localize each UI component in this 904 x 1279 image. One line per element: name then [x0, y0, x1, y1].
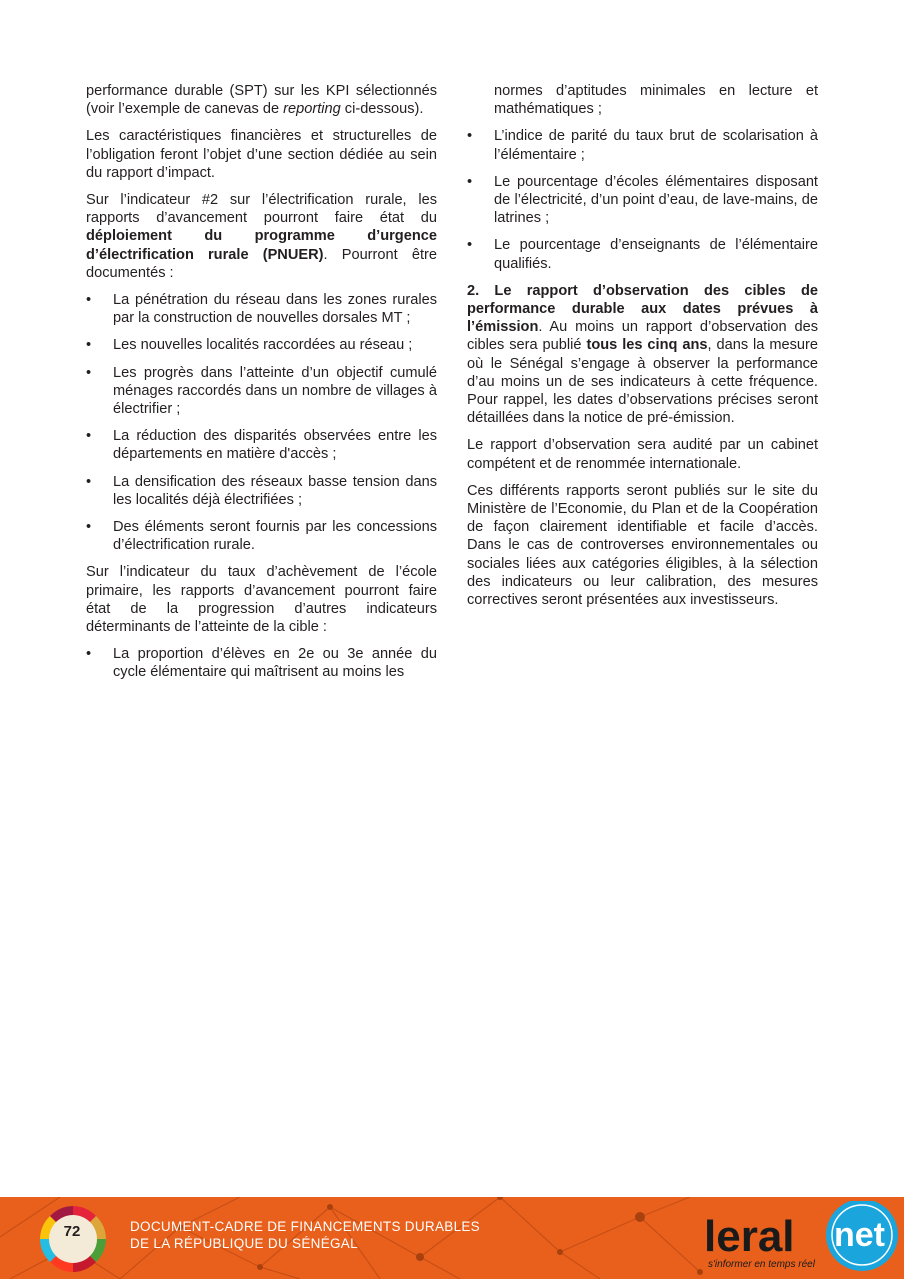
left-column [86, 82, 437, 691]
list-item: • La pénétration du réseau dans les zones rurales par la construction de nouvelles dorsales MT ; [86, 292, 437, 327]
list-item-continued: normes d’aptitudes minimales en lecture et mathématiques ; [494, 83, 818, 118]
paragraph: Les caractéristiques financières et structurelles de l’obligation feront l’objet d’une section dédiée au sein du rapport d’impact. [86, 128, 437, 181]
bullet-icon: • [86, 337, 92, 354]
bullet-list [467, 82, 818, 273]
paragraph: performance durable (SPT) sur les KPI sélectionnés (voir l’exemple de canevas de reporting ci-dessous). [86, 83, 437, 118]
list-item: • Les progrès dans l’atteinte d’un objectif cumulé ménages raccordés dans un nombre de villages à électrifier ; [86, 364, 437, 418]
leral-net-logo [700, 1201, 904, 1279]
paragraph: Le rapport d’observation sera audité par un cabinet compétent et de renommée internationale. [467, 437, 818, 472]
logo-tagline: s'informer en temps réel [708, 1259, 815, 1270]
list-item: • L’indice de parité du taux brut de scolarisation à l’élémentaire ; [467, 128, 818, 163]
bullet-icon: • [467, 237, 473, 254]
bullet-icon: • [86, 428, 92, 445]
list-item: • Le pourcentage d’enseignants de l’élémentaire qualifiés. [467, 237, 818, 272]
paragraph: 2. Le rapport d’observation des cibles de performance durable aux dates prévues à l’émission. Au moins un rapport d’observation des cibles sera publié tous les cinq ans, dans la mesure où le Sénégal s’engage à observer la performance d’au moins un de ses indicateurs à cette fréquence. Pour rappel, les dates d’observations précises seront détaillées dans la notice de pré-émission. [467, 282, 818, 427]
logo-net: net [834, 1216, 885, 1254]
list-item: • La densification des réseaux basse tension dans les localités déjà électrifiées ; [86, 473, 437, 508]
paragraph: Sur l’indicateur du taux d’achèvement de l’école primaire, les rapports d’avancement pourront faire état de la progression d’autres indicateurs déterminants de l’atteinte de la cible : [86, 564, 437, 636]
document-title: DOCUMENT-CADRE DE FINANCEMENTS DURABLES DE LA RÉPUBLIQUE DU SÉNÉGAL [130, 1219, 480, 1251]
page-number: 72 [63, 1223, 81, 1240]
bullet-icon: • [467, 173, 473, 190]
bullet-icon: • [86, 473, 92, 490]
list-item: • Des éléments seront fournis par les concessions d’électrification rurale. [86, 519, 437, 554]
bullet-list [86, 645, 437, 681]
bullet-list [86, 291, 437, 554]
paragraph: Sur l’indicateur #2 sur l’électrification rurale, les rapports d’avancement pourront faire état du déploiement du programme d’urgence d’électrification rurale (PNUER). Pourront être documentés : [86, 192, 437, 281]
list-item: • La proportion d’élèves en 2e ou 3e année du cycle élémentaire qui maîtrisent au moins les [86, 646, 437, 681]
bullet-icon: • [86, 292, 92, 309]
right-column [467, 82, 818, 618]
logo-word: leral [704, 1212, 795, 1261]
paragraph: Ces différents rapports seront publiés sur le site du Ministère de l’Economie, du Plan et de la Coopération de façon clairement identifiable et facile d’accès. Dans le cas de controverses environnementales ou sociales liées aux catégories éligibles, à la sélection des indicateurs ou leur calibration, des mesures correctives seront présentées aux investisseurs. [467, 482, 818, 609]
bullet-icon: • [86, 519, 92, 536]
list-item: • Les nouvelles localités raccordées au réseau ; [86, 337, 413, 354]
bullet-icon: • [467, 128, 473, 145]
footer-band [0, 1197, 904, 1279]
bullet-icon: • [86, 364, 92, 381]
list-item: • La réduction des disparités observées entre les départements en matière d'accès ; [86, 428, 437, 463]
list-item: • Le pourcentage d’écoles élémentaires disposant de l’électricité, d’un point d’eau, de lave-mains, de latrines ; [467, 173, 818, 227]
bullet-icon: • [86, 646, 92, 663]
